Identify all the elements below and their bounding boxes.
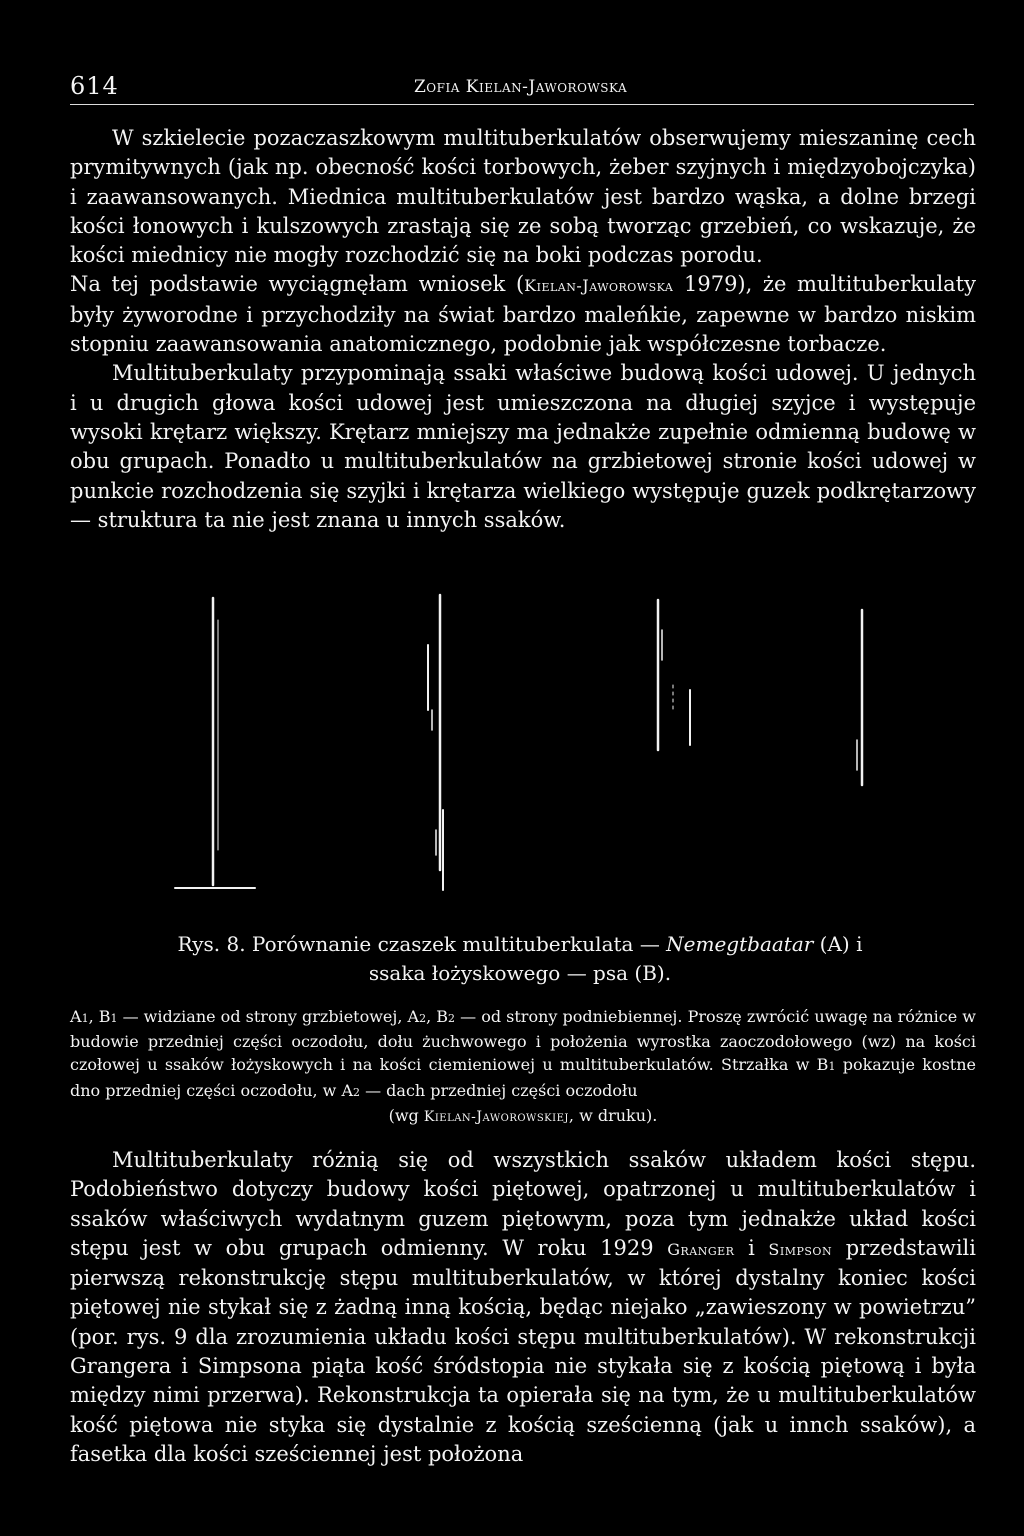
figure-skull-comparison: [150, 590, 890, 900]
body-text-top: [70, 124, 976, 535]
paragraph-text: Multituberkulaty różnią się od wszystkich ssaków układem kości stępu. Podobieństwo dotyczy budowy kości piętowej, opatrzonej u multituberkulatów i ssaków właściwych wydatnym guzem piętowym, poza tym jednakże układ kości stępu jest w obu grupach odmienny. W roku 1929: [70, 1148, 976, 1260]
subscript: 2: [353, 1085, 360, 1099]
caption-note-text: , w druku).: [568, 1105, 658, 1125]
subscript: 1: [110, 1012, 118, 1025]
caption-note-text: — od strony podniebiennej. Proszę zwrócić uwagę na różnice w budowie przedniej części oczodołu, dołu żuchwowego i położenia wyrostka zaoczodołowego (wz) na kości czołowej u ssaków łożyskowych i na kości ciemieniowej u multituberkulatów. Strzałka w B: [70, 1007, 976, 1075]
paragraph: W szkielecie pozaczaszkowym multituberkulatów obserwujemy mieszaninę cech prymitywnych (jak np. obecność kości torbowych, żeber szyjnych i międzyobojczyka) i zaawansowanych. Miednica multituberkulatów jest bardzo wąska, a dolne brzegi kości łonowych i kulszowych zrastają się ze sobą tworząc grzebień, co wskazuje, że kości miednicy nie mogły rozchodzić się na boki podczas porodu.: [70, 126, 976, 268]
figure-caption: [160, 930, 880, 988]
subscript: 1: [828, 1060, 836, 1074]
caption-note-text: — widziane od strony grzbietowej, A: [117, 1007, 420, 1026]
citation-author: Simpson: [768, 1239, 833, 1259]
caption-note-text: — dach przedniej części oczodołu: [360, 1080, 638, 1100]
citation-author: Granger: [667, 1239, 735, 1259]
caption-note-text: A: [70, 1007, 82, 1026]
paragraph: [70, 270, 976, 359]
caption-note-text: , B: [426, 1007, 449, 1026]
subscript: 2: [448, 1012, 456, 1025]
subscript: 2: [419, 1012, 427, 1025]
caption-note-source: [70, 1104, 976, 1129]
body-text-bottom: [70, 1146, 976, 1469]
author-first-name: Zofia: [414, 77, 460, 97]
caption-text: Rys. 8. Porównanie czaszek multituberkulata —: [177, 932, 667, 956]
paragraph: [70, 1146, 976, 1469]
paragraph-text: 1979), że multituberkulaty były żyworodne i przychodziły na świat bardzo maleńkie, zapewne w bardzo niskim stopniu zaawansowania anatomicznego, podobnie jak współczesne torbacze.: [70, 272, 976, 357]
running-head-author: [414, 77, 627, 97]
figure-caption-note: [70, 1005, 976, 1129]
caption-genus: Nemegtbaatar: [666, 932, 814, 956]
paragraph-text: i: [734, 1235, 769, 1260]
running-header: [70, 72, 974, 105]
caption-note-text: (wg: [388, 1105, 424, 1125]
page-number: 614: [70, 72, 119, 100]
paragraph: Multituberkulaty przypominają ssaki właściwe budową kości udowej. U jednych i u drugich głowa kości udowej jest umieszczona na długiej szyjce i występuje wysoki krętarz większy. Krętarz mniejszy ma jednakże zupełnie odmienną budowę w obu grupach. Ponadto u multituberkulatów na grzbietowej stronie kości udowej w punkcie rozchodzenia się szyjki i krętarza wielkiego występuje guzek podkrętarzowy — struktura ta nie jest znana u innych ssaków.: [70, 361, 976, 532]
paragraph-text: przedstawili pierwszą rekonstrukcję stępu multituberkulatów, w której dystalny koniec kości piętowej nie stykał się z żadną inną kością, będąc niejako „zawieszony w powietrzu” (por. rys. 9 dla zrozumienia układu kości stępu multituberkulatów). W rekonstrukcji Grangera i Simpsona piąta kość śródstopia nie stykała się z kością piętową i była między nimi przerwa). Rekonstrukcja ta opierała się na tym, że u multituberkulatów kość piętowa nie styka się dystalnie z kością sześcienną (jak u innch ssaków), a fasetka dla kości sześciennej jest położona: [70, 1235, 976, 1466]
author-last-name: Kielan-Jaworowska: [465, 77, 628, 97]
caption-text: (A) i ssaka łożyskowego — psa (B).: [368, 932, 863, 985]
caption-note-text: pokazuje kostne dno przedniej części oczodołu, w A: [70, 1055, 977, 1100]
figure-illustration: [150, 590, 890, 900]
citation-author: Kielan-Jaworowskiej: [423, 1108, 569, 1125]
paragraph-text: Na tej podstawie wyciągnęłam wniosek (: [70, 272, 525, 297]
subscript: 1: [81, 1012, 89, 1025]
caption-note-text: , B: [88, 1007, 111, 1026]
citation-author: Kielan-Jaworowska: [524, 276, 674, 296]
